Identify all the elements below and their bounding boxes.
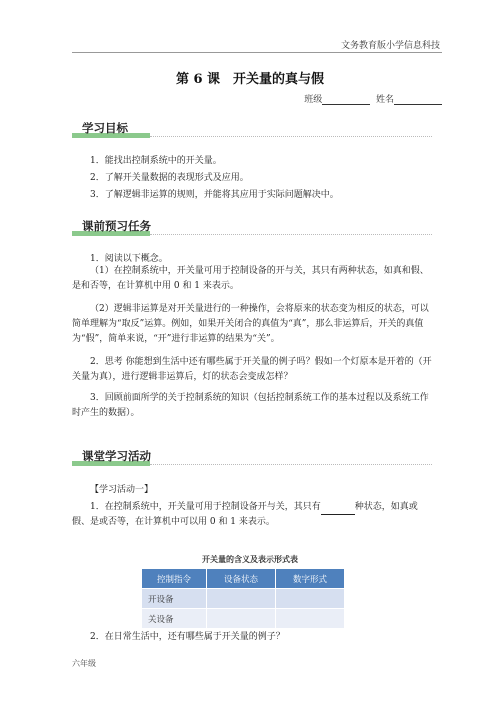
page-title: 第 6 课 开关量的真与假 xyxy=(175,72,325,87)
header-series: 文务教育版小学信息科技 xyxy=(340,41,440,51)
question-text: 种状态，如真或假、是或否等，在计算机中可以用 0 和 1 来表示。 xyxy=(72,502,418,527)
preview-paragraph: 2．思考 你能想到生活中还有哪些属于开关量的例子吗？假如一个灯原本是开着的（开关量为真），进行逻辑非运算后，灯的状态会变成怎样？ xyxy=(72,357,432,382)
preview-paragraph: 1．阅读以下概念。 xyxy=(90,254,168,264)
table-cell: 关设备 xyxy=(142,609,207,629)
preview-paragraph: 3．回顾前面所学的关于控制系统的知识（包括控制系统工作的基本过程以及系统工作时产生的数据）。 xyxy=(72,393,429,418)
table-cell[interactable] xyxy=(207,589,276,609)
section-goals-heading xyxy=(72,120,432,138)
table-cell: 开设备 xyxy=(142,589,207,609)
section-label: 课前预习任务 xyxy=(82,219,151,233)
class-label: 班级 xyxy=(304,95,323,105)
table-cell[interactable] xyxy=(276,609,345,629)
preview-paragraph: （1）在控制系统中，开关量可用于控制设备的开与关，其只有两种状态，如真和假、是和否等，在计算机中用 0 和 1 来表示。 xyxy=(72,266,429,291)
class-blank[interactable] xyxy=(322,95,370,105)
goal-item: 1．能找出控制系统中的开关量。 xyxy=(90,156,222,166)
section-dotted-rule xyxy=(150,136,432,137)
activity-label: 【学习活动一】 xyxy=(90,485,154,495)
section-preview-heading xyxy=(72,218,432,236)
table-cell[interactable] xyxy=(276,589,345,609)
name-line xyxy=(304,92,442,105)
table-cell[interactable] xyxy=(207,609,276,629)
activity-question: 2．在日常生活中，还有哪些属于开关量的例子？ xyxy=(90,632,285,642)
table-header: 数字形式 xyxy=(276,569,345,589)
goal-item: 3．了解逻辑非运算的规则，并能将其应用于实际问题解决中。 xyxy=(90,190,339,200)
name-label: 姓名 xyxy=(375,95,394,105)
activity-question xyxy=(72,500,432,530)
section-label: 学习目标 xyxy=(82,121,128,135)
preview-paragraph: （2）逻辑非运算是对开关量进行的一种操作，会将原来的状态变为相反的状态，可以简单理解为“取反”运算。例如，如果开关闭合的真值为“真”，那么非运算后，开关的真值为“假”，简单来说，“开”进行非运算的结果为“关”。 xyxy=(72,304,429,344)
table-row xyxy=(142,609,345,629)
section-dotted-rule xyxy=(150,234,432,235)
switch-table xyxy=(141,568,345,629)
table-row xyxy=(142,589,345,609)
section-activity-heading xyxy=(72,448,432,466)
section-label: 课堂学习活动 xyxy=(82,449,151,463)
footer-grade: 六年级 xyxy=(72,659,96,668)
answer-blank[interactable] xyxy=(321,505,355,515)
question-text: 1．在控制系统中，开关量可用于控制设备开与关，其只有 xyxy=(90,502,321,512)
table-caption: 开关量的含义及表示形式表 xyxy=(202,554,298,564)
goal-item: 2．了解开关量数据的表现形式及应用。 xyxy=(90,173,249,183)
name-blank[interactable] xyxy=(394,95,442,105)
section-dotted-rule xyxy=(150,464,432,465)
table-header: 控制指令 xyxy=(142,569,207,589)
table-header: 设备状态 xyxy=(207,569,276,589)
header-divider xyxy=(72,52,442,53)
